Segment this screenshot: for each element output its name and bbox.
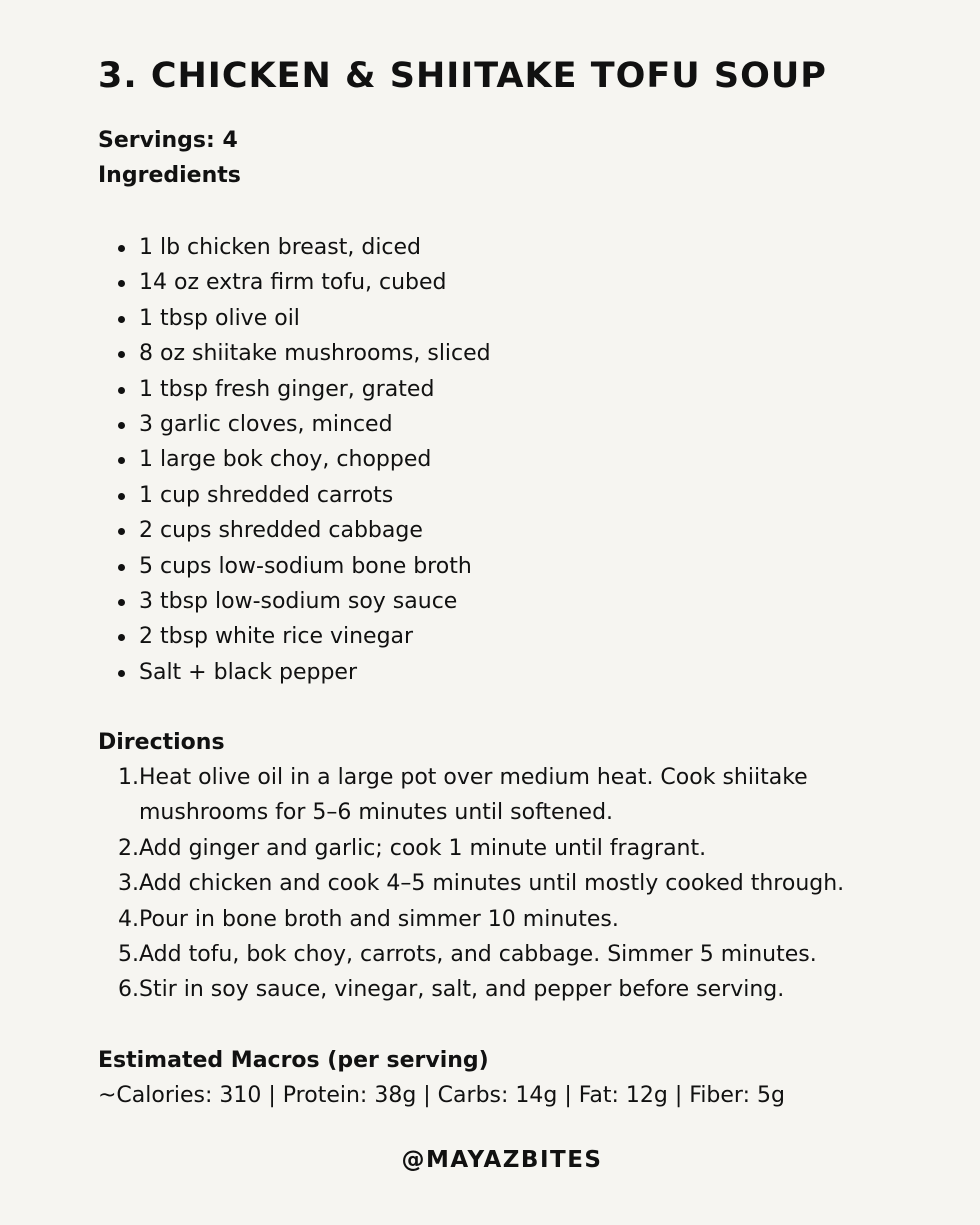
recipe-meta [98,123,241,193]
ingredients-list [98,230,898,690]
ingredient-item: 8 oz shiitake mushrooms, sliced [98,336,898,371]
direction-step [98,831,898,866]
ingredient-item: 1 cup shredded carrots [98,478,898,513]
macros-line: ~Calories: 310 | Protein: 38g | Carbs: 14g | Fat: 12g | Fiber: 5g [98,1083,785,1108]
ingredient-item: 2 cups shredded cabbage [98,513,898,548]
ingredient-item: 5 cups low-sodium bone broth [98,549,898,584]
ingredient-item: 3 tbsp low-sodium soy sauce [98,584,898,619]
ingredient-item: 1 tbsp fresh ginger, grated [98,372,898,407]
step-number: 4. [118,906,139,932]
recipe-title: 3. CHICKEN & SHIITAKE TOFU SOUP [98,56,827,96]
step-number: 1. [118,765,139,790]
macros-heading: Estimated Macros (per serving) [98,1048,489,1073]
step-number: 5. [118,942,139,968]
ingredient-item: 3 garlic cloves, minced [98,407,898,442]
ingredients-heading: Ingredients [98,163,241,188]
step-text: Add chicken and cook 4–5 minutes until mostly cooked through. [139,871,845,897]
social-handle: @MAYAZBITES [401,1147,603,1173]
macros-section [98,1043,918,1113]
step-text: Heat olive oil in a large pot over medium heat. Cook shiitake mushrooms for 5–6 minutes until softened. [139,765,808,826]
step-text: Pour in bone broth and simmer 10 minutes. [139,906,619,932]
step-number: 6. [118,977,139,1003]
step-number: 3. [118,871,139,897]
directions-list [98,760,898,1008]
step-number: 2. [118,835,139,861]
direction-step [98,760,898,831]
directions-heading: Directions [98,730,225,755]
direction-step [98,866,898,901]
step-text: Stir in soy sauce, vinegar, salt, and pepper before serving. [139,977,785,1003]
ingredient-item: 1 tbsp olive oil [98,301,898,336]
servings-label: Servings: 4 [98,128,238,153]
ingredient-item: 1 lb chicken breast, diced [98,230,898,265]
directions-section [98,725,898,1008]
direction-step [98,902,898,937]
ingredient-item: 14 oz extra firm tofu, cubed [98,265,898,300]
step-text: Add tofu, bok choy, carrots, and cabbage. Simmer 5 minutes. [139,942,817,968]
direction-step [98,972,898,1007]
step-text: Add ginger and garlic; cook 1 minute until fragrant. [139,835,707,861]
direction-step [98,937,898,972]
ingredient-item: 2 tbsp white rice vinegar [98,619,898,654]
ingredient-item: 1 large bok choy, chopped [98,442,898,477]
ingredient-item: Salt + black pepper [98,655,898,690]
